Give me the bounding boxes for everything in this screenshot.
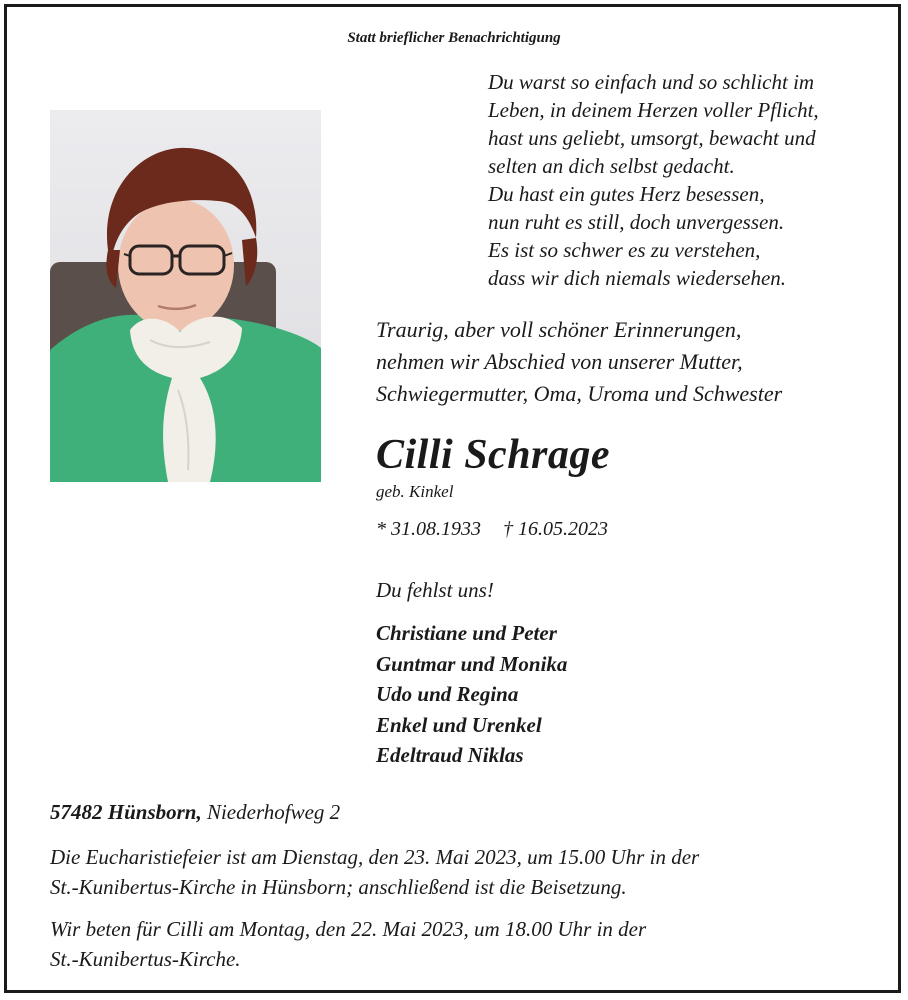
portrait-illustration (50, 110, 321, 482)
poem-line: selten an dich selbst gedacht. (488, 154, 735, 178)
service-line: St.-Kunibertus-Kirche in Hünsborn; anschließend ist die Beisetzung. (50, 875, 627, 899)
address-street: Niederhofweg 2 (206, 800, 341, 824)
intro-line: nehmen wir Abschied von unserer Mutter, (376, 349, 743, 374)
maiden-name: geb. Kinkel (376, 482, 454, 501)
prayer-line: Wir beten für Cilli am Montag, den 22. Mai 2023, um 18.00 Uhr in der (50, 917, 647, 941)
mourner-entry: Enkel und Urenkel (376, 712, 542, 737)
mourner-entry: Edeltraud Niklas (376, 743, 524, 767)
mourner-entry: Christiane und Peter (376, 621, 557, 645)
header-notice: Statt brieflicher Benachrichtigung (347, 30, 561, 46)
poem-line: dass wir dich niemals wiedersehen. (488, 266, 787, 290)
death-date: † 16.05.2023 (503, 518, 608, 540)
deceased-name: Cilli Schrage (376, 432, 611, 478)
poem-line: hast uns geliebt, umsorgt, bewacht und (488, 126, 816, 150)
family-address (50, 800, 340, 825)
intro-line: Traurig, aber voll schöner Erinnerungen, (376, 317, 742, 342)
address-city: 57482 Hünsborn, (50, 800, 202, 824)
mourners-list (376, 618, 567, 771)
intro-text (376, 314, 782, 410)
poem (488, 68, 819, 292)
poem-line: nun ruht es still, doch unvergessen. (488, 210, 785, 234)
mourner-entry: Guntmar und Monika (376, 651, 568, 676)
prayer-line: St.-Kunibertus-Kirche. (50, 947, 241, 971)
closing-line: Du fehlst uns! (376, 578, 494, 602)
poem-line: Du hast ein gutes Herz besessen, (488, 182, 765, 206)
service-info (50, 842, 870, 902)
intro-line: Schwiegermutter, Oma, Uroma und Schwester (376, 381, 783, 406)
service-line: Die Eucharistiefeier ist am Dienstag, den 23. Mai 2023, um 15.00 Uhr in der (50, 845, 700, 869)
mourner-entry: Udo und Regina (376, 682, 519, 706)
prayer-info (50, 914, 870, 974)
poem-line: Du warst so einfach und so schlicht im (488, 70, 815, 94)
poem-line: Leben, in deinem Herzen voller Pflicht, (488, 98, 819, 122)
birth-date: * 31.08.1933 (376, 518, 481, 540)
portrait-photo (50, 110, 321, 482)
poem-line: Es ist so schwer es zu verstehen, (488, 238, 761, 262)
life-dates (376, 518, 608, 541)
